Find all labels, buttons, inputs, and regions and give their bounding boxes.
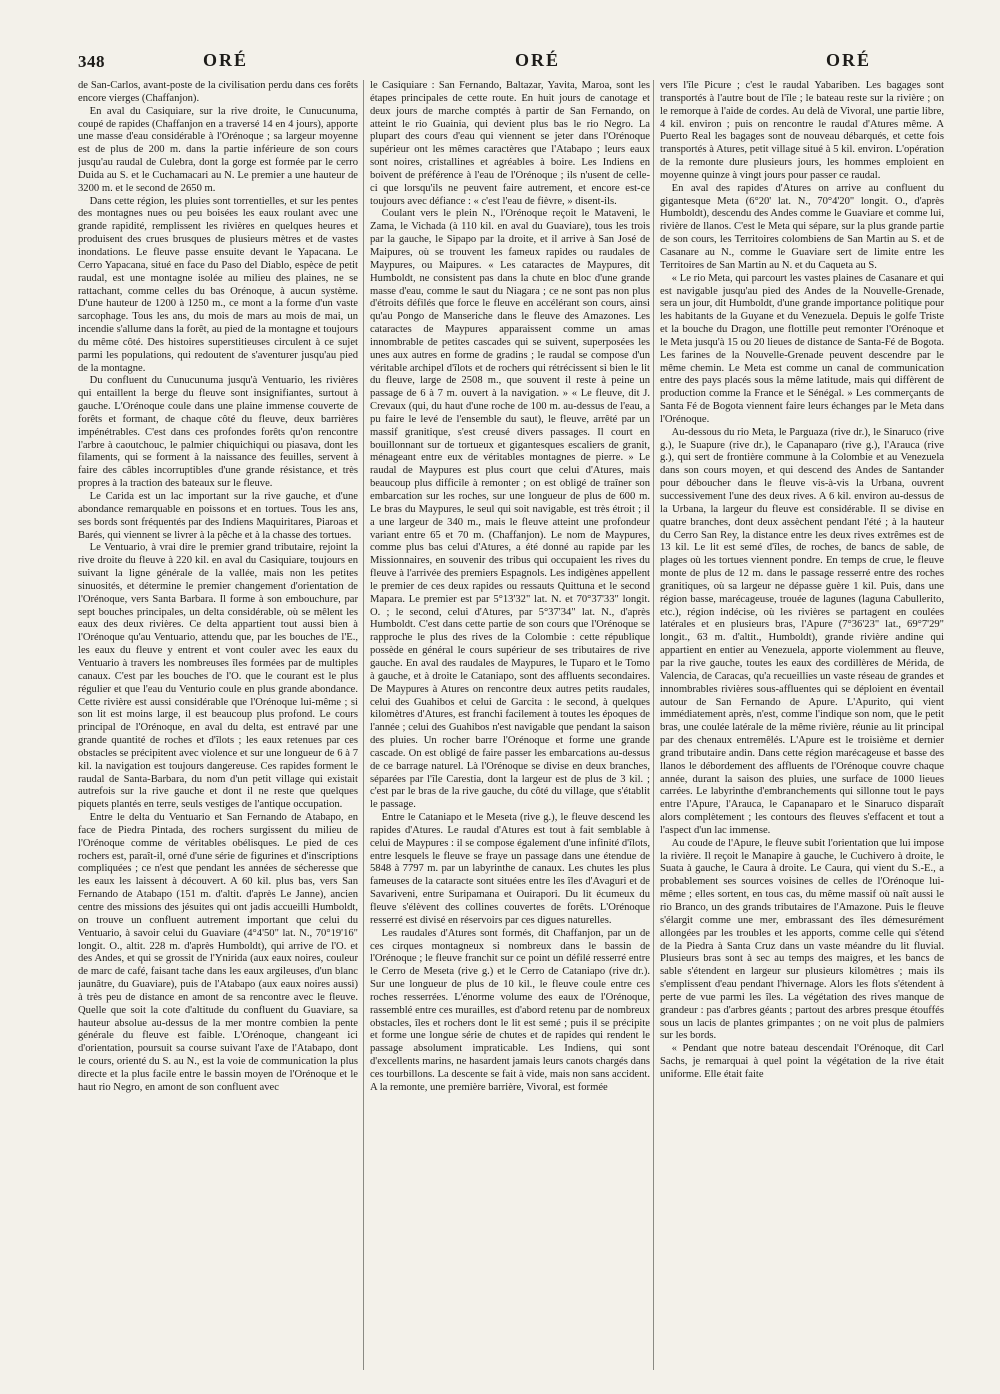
text-column-middle	[370, 80, 650, 1370]
paragraph: Le Ventuario, à vrai dire le premier grand tributaire, rejoint la rive droite du fleuve à 220 kil. en aval du Casiquiare, toujours en suivant la ligne générale de la vallée, mais non les petites sinuosités, et détermine le premier changement d'orientation de l'Orénoque, vers Santa Barbara. Il forme à son embouchure, par sept bouches principales, un delta considérable, où se mêlent les eaux des deux rivières. Ce delta appartient tout aussi bien à l'Orénoque qu'au Ventuario, attendu que, par les bouches de l'E., les eaux du fleuve y entrent et vont couler avec les eaux du Ventuario à travers les nombreuses îles formées par de multiples canaux. C'est par les bouches de l'O. que le courant est le plus régulier et que l'eau du Venturio coule en plus grande abondance. Cette rivière est aussi considérable que l'Orénoque lui-même ; si son lit est moins large, il est beaucoup plus profond. Le cours principal de l'Orénoque, en aval du delta, est entravé par une grande quantité de roches et d'îlots ; les eaux retenues par ces obstacles se précipitent avec violence et sur une longueur de 6 à 7 kil. la navigation est toujours dangereuse. Ces rapides forment le raudal de Santa-Barbara, du nom d'un petit village qui existait autrefois sur la rive gauche et dont il ne reste que quelques piquets plantés en terre, seuls vestiges de l'antique occupation.	[78, 542, 358, 811]
paragraph: Entre le Cataniapo et le Meseta (rive g.), le fleuve descend les rapides d'Atures. Le raudal d'Atures est tout à fait semblable à celui de Maypures : il se compose également d'une infinité d'îlots, entre lesquels le fleuve se fraye un passage dans une étendue de 5848 à 7797 m. par un labyrinthe de canaux. Les chutes les plus fameuses de la cataracte sont situées entre les îles d'Avaguri et de Savariveni, entre Suripamana et Ouirapori. Du lit écumeux du fleuve s'élèvent des collines couvertes de forêts. L'Orénoque resserré est divisé en réservoirs par ces digues naturelles.	[370, 812, 650, 926]
head-word-center: ORÉ	[515, 50, 561, 70]
text-column-right	[660, 80, 944, 1370]
paragraph: « Le rio Meta, qui parcourt les vastes plaines de Casanare et qui est navigable jusqu'au pied des Andes de la Nouvelle-Grenade, sera un jour, dit Humboldt, d'une grande importance politique pour les habitants de la Guyane et du Venezuela. Depuis le golfe Triste et la bouche du Dragon, une flottille peut remonter l'Orénoque et le Meta jusqu'à 15 ou 20 lieues de distance de Santa-Fé de Bogota. Les farines de la Nouvelle-Grenade peuvent descendre par le même chemin. Le Meta est comme un canal de communication entre des pays placés sous la même latitude, mais qui diffèrent de production comme la France et le Sénégal. » Les commerçants de Santa Fé de Bogota viennent faire leurs échanges par le Meta dans l'Orénoque.	[660, 272, 944, 425]
paragraph: Entre le delta du Ventuario et San Fernando de Atabapo, en face de Piedra Pintada, des rochers surgissent du milieu de l'Orénoque comme de véritables obélisques. Le pied de ces rochers est, paraît-il, orné d'une série de figurines et d'inscriptions compliquées ; ce n'est que pendant les années de sécheresse que les eaux les laissent à découvert. A 60 kil. plus bas, vers San Fernando de Atabapo (151 m. d'altit. d'après Le Janne), ancien centre des missions des jésuites qui ont jadis accueilli Humboldt, on trouve un confluent autrement important que celui du Ventuario, à savoir celui du Guaviare (4°4'50" lat. N., 70°19'16" longit. O., altit. 228 m. d'après Humboldt), qui arrive de l'O. et des Andes, et qui se grossit de l'Ynirida (aux eaux noires, couleur de marc de café, faisant tache dans les eaux argileuses, d'un blanc jaunâtre, du Guaviare), puis de l'Atabapo (aux eaux noires aussi) à très peu de distance en amont de sa rencontre avec le fleuve. Quelle que soit la cote d'altitude du confluent du Guaviare, sa hauteur absolue au-dessus de la mer montre combien la pente générale du fleuve est faible. L'Orénoque, changeant ici d'orientation, poursuit sa course suivant l'axe de l'Atabapo, dont le cours, orienté du S. au N., est la voie de communication la plus directe et la plus facile entre le bassin moyen de l'Orénoque et le haut rio Negro, en amont de son confluent avec	[78, 812, 358, 1093]
paragraph: vers l'île Picure ; c'est le raudal Yabariben. Les bagages sont transportés à l'autre bout de l'île ; le bateau reste sur la rivière ; on le remorque à l'aide de cordes. Au delà de Vivoral, une partie libre, 4 kil. environ ; puis on rencontre le raudal d'Atures même. A Puerto Real les bagages sont de nouveau débarqués, et cette fois transportés à Atures, petit village situé à 5 kil. environ. L'opération de la remonte dure plusieurs jours, les hommes emploient en moyenne quinze à vingt jours pour passer ce raudal.	[660, 80, 944, 181]
paragraph: Au-dessous du rio Meta, le Parguaza (rive dr.), le Sinaruco (rive g.), le Suapure (rive dr.), le Capanaparo (rive g.), l'Arauca (rive g.), qui sert de frontière commune à la Colombie et au Venezuela dans son cours moyen, et qui descend des Andes de Santander pour déboucher dans le fleuve vis-à-vis la Urbana, ouvrent successivement l'une des deux rives. A 6 kil. environ au-dessus de la Urbana, la largeur du fleuve est considérable. Il se divise en quatre branches, dont deux assèchent pendant l'été ; à la hauteur du Cerro San Rey, la distance entre les deux rives extrêmes est de 13 kil. Le lit est semé d'îles, de roches, de bancs de sable, de plages où les tortues viennent pondre. En temps de crue, le fleuve monte de plus de 12 m. dans le passage resserré entre des roches granitiques, où sa largeur ne dépasse guère 1 kil. Puis, dans une région basse, marécageuse, trouée de lagunes (laguna Cabullerito, etc.), région indécise, où les rivières se partagent en coulées latérales et en plusieurs bras, l'Apure (7°36'23" lat., 69°7'29" longit., 63 m. d'altit., Humboldt), grande rivière andine qui appartient en entier au Venezuela, apporte violemment au fleuve, par la rive gauche, toutes les eaux des cordillères de Mérida, de Valencia, de Caracas, qu'a recueillies un vaste réseau de grandes et innombrables rivières sous-affluentes qui se déploient en éventail autour de San Fernando de Apure. L'Apurito, qui vient immédiatement après, n'est, comme l'indique son nom, que le petit bras, une coulée latérale de la même rivière, réunie au lit principal par des chenaux entremêlés. L'Apure est le troisième et dernier grand tributaire andin. Dans cette région marécageuse et basse des llanos le débordement des affluents de l'Orénoque couvre chaque année, durant la saison des pluies, une surface de 1000 lieues carrées. Le labyrinthe d'embranchements qui sillonne tout le pays entre l'Apure, l'Arauca, le Capanaparo et le Sinaruco disparaît alors complètement ; les contours des fleuves s'effacent et tout a l'aspect d'un lac immense.	[660, 426, 944, 836]
column-divider	[653, 80, 654, 1370]
paragraph: Dans cette région, les pluies sont torrentielles, et sur les pentes des montagnes nues ou peu boisées les eaux roulant avec une grande rapidité, remplissent les rivières en quelques heures et produisent des crues brusques de plusieurs mètres et de vastes inondations. Le fleuve passe ensuite devant le Yapacana. Le Cerro Yapacana, situé en face du Paso del Diablo, espèce de petit raudal, est une montagne isolée au milieu des plaines, ne se rattachant, comme celles du bas Orénoque, à aucun système. D'une hauteur de 1200 à 1250 m., ce mont a la forme d'un vaste sarcophage. Tous les ans, du mois de mars au mois de mai, un incendie s'allume dans la forêt, au pied de la montagne et toujours du même côté. Des histoires superstitieuses circulent à ce sujet parmi les populations, qui redoutent de s'aventurer jusqu'au pied de la montagne.	[78, 195, 358, 374]
text-column-left	[78, 80, 358, 1370]
paragraph: Du confluent du Cunucunuma jusqu'à Ventuario, les rivières qui entaillent la berge du fleuve sont insignifiantes, surtout à gauche. L'Orénoque coule dans une plaine immense couverte de forêts et formant, de chaque côté du fleuve, deux barrières impénétrables. C'est dans ces profondes forêts qu'on rencontre l'arbre à caoutchouc, le palmier chiquichiqui ou piasava, dont les filaments, qui se forment à la naissance des feuilles, servent à faire des câbles incorruptibles d'une grande résistance, et très propres à la traction des bateaux sur le fleuve.	[78, 375, 358, 490]
running-header	[78, 50, 968, 76]
paragraph: Les raudales d'Atures sont formés, dit Chaffanjon, par un de ces cirques montagneux si nombreux dans le bassin de l'Orénoque ; le fleuve franchit sur ce point un défilé resserré entre le Cerro de Meseta (rive g.) et le Cerro de Cataniapo (rive dr.). Sur une longueur de plus de 10 kil., le fleuve coule entre ces roches resserrées. L'énorme volume des eaux de l'Orénoque, rassemblé entre ces murailles, est d'abord retenu par de nombreux obstacles, îles et rochers dont le lit est semé ; puis il se précipite et forme une longue série de chutes et de rapides qui rendent le passage absolument impraticable. Les Indiens, qui sont d'excellents marins, ne hasardent jamais leurs canots chargés dans ces tourbillons. La descente se fait à vide, mais non sans accident. A la remonte, une première barrière, Vivoral, est formée	[370, 927, 650, 1093]
head-word-right: ORÉ	[826, 50, 872, 70]
column-divider	[363, 80, 364, 1370]
paragraph: Coulant vers le plein N., l'Orénoque reçoit le Mataveni, le Zama, le Vichada (à 110 kil. en aval du Guaviare), tous les trois par la gauche, le Sipapo par la droite, et il arrive à San José de Maipures, où se trouvent les fameux rapides ou raudales de Maypures, ou Maipures. « Les cataractes de Maypures, dit Humboldt, ne consistent pas dans la chute en bloc d'une grande masse d'eau, comme le saut du Niagara ; ce ne sont pas non plus d'étroits défilés que force le fleuve en accélérant son cours, ainsi qu'au Pongo de Manseriche dans le fleuve des Amazones. Les cataractes de Maypures apparaissent comme un amas innombrable de petites cascades qui se suivent, superposées les unes aux autres en forme de gradins ; le raudal se compose d'un véritable archipel d'îlots et de rochers qui rétrécissent si bien le lit du fleuve, large de 2508 m., que souvent il reste à peine un passage de 6 à 7 m. ouvert à la navigation. » « Le fleuve, dit J. Crevaux (qui, du haut d'une roche de 100 m. au-dessus de l'eau, a pu faire le levé de l'ensemble du saut), le fleuve, arrêté par un massif granitique, s'est creusé divers passages. Il court en bouillonnant sur de tortueux et gigantesques escaliers de granit, ménageant entre eux de véritables montagnes de pierre. » Le raudal de Maypures est plus court que celui d'Atures, mais beaucoup plus difficile à remonter ; on est obligé de traîner son embarcation sur les roches, sur une longueur de plus de 600 m. Le bras du Maypures, le seul qui soit navigable, est très étroit ; il a une largeur de 340 m., mais le fleuve atteint une profondeur variant entre 65 et 70 m. (Chaffanjon). Le nom de Maypures, comme plus bas celui d'Atures, a été donné au rapide par les Missionnaires, en souvenir des tribus qui occupaient les rives du fleuve à l'arrivée des premiers Espagnols. Les indigènes appellent le premier de ces deux rapides ou ressauts Quittuna et le second Mapara. Le premier est par 5°13'32" lat. N. et 70°37'33" longit. O. ; le second, celui d'Atures, par 5°37'34" lat. N., d'après Humboldt. C'est dans cette partie de son cours que l'Orénoque se rapproche le plus des rives de la Colombie : cette république possède en général le cours supérieur de ses tributaires de rive gauche. En aval des raudales de Maypures, le Tuparo et le Tomo à gauche, et à droite le Cataniapo, sont des affluents secondaires. De Maypures à Atures on rencontre deux autres petits raudales, celui des Guahibos et celui de Garcita : le second, à quelques kilomètres d'Atures, est franchi facilement à toutes les époques de l'année ; celui des Guahibos n'est navigable que pendant la saison des pluies. Un rocher barre l'Orénoque et forme une grande cascade. On est obligé de faire passer les embarcations au-dessus de ce barrage naturel. Là l'Orénoque se divise en deux branches, séparées par l'île Carestia, dont la largeur est de plus de 3 kil. ; c'est par le bras de la rive gauche, du côté du village, que s'établit le passage.	[370, 208, 650, 811]
page-number: 348	[78, 52, 105, 71]
paragraph: de San-Carlos, avant-poste de la civilisation perdu dans ces forêts encore vierges (Chaffanjon).	[78, 80, 358, 104]
head-word-left: ORÉ	[203, 50, 249, 70]
paragraph: En aval du Casiquiare, sur la rive droite, le Cunucunuma, coupé de rapides (Chaffanjon en a traversé 14 en 4 jours), apporte une masse d'eau considérable à l'Orénoque ; sa largeur moyenne est de plus de 200 m. dans la partie inférieure de son cours jusqu'au raudal de Culebra, dont la gorge est formée par le cerro Duida au S. et le Cuchamacari au N. Le premier a une hauteur de 3200 m. et le second de 2650 m.	[78, 105, 358, 194]
paragraph: Au coude de l'Apure, le fleuve subit l'orientation que lui impose la rivière. Il reçoit le Manapire à gauche, le Cuchivero à droite, le Suata à gauche, le Caura à droite. Le Caura, qui vient du S.-E., a probablement ses sources voisines de celles de l'Orénoque lui-même ; elles sortent, en tous cas, du même massif où naît aussi le rio Branco, un des grands tributaires de l'Amazone. Puis le fleuve s'élargit comme une mer, embrassant des îles démesurément allongées par les troubles et les apports, comme celle qui s'étend de la Piedra à Santa Cruz dans un vaste méandre du lit fluvial. Plusieurs bras sont à sec au temps des maigres, et les bancs de sable s'étendent en largeur sur plusieurs kilomètres ; mais ils s'emplissent d'eau pendant l'hivernage. Alors les flots s'étendent à perte de vue parmi les îles. La végétation des rives manque de grandeur : pas d'arbres géants ; partout des arbres presque étouffés sous un lacis de plantes grimpantes ; on ne voit plus de palmiers sur les bords.	[660, 837, 944, 1042]
paragraph: « Pendant que notre bateau descendait l'Orénoque, dit Carl Sachs, je remarquai à quel point la végétation de la rive était uniforme. Elle était faite	[660, 1043, 944, 1080]
paragraph: En aval des rapides d'Atures on arrive au confluent du gigantesque Meta (6°20' lat. N., 70°4'20" longit. O., d'après Humboldt), descendu des Andes comme le Guaviare et comme lui, rivière de llanos. C'est le Meta qui sépare, sur la plus grande partie de son cours, les Territoires colombiens de San Martin au S. et de Casanare au N., comme le Guaviare sert de limite entre les Territoires de San Martin au N. et du Caqueta au S.	[660, 182, 944, 271]
paragraph: le Casiquiare : San Fernando, Baltazar, Yavita, Maroa, sont les étapes principales de cette route. En huit jours de canotage et deux jours de marche comptés à partir de San Fernando, on atteint le rio Guainia, qui devient plus bas le rio Negro. La plupart des cours d'eau qui viennent se jeter dans l'Orénoque supérieur ont les mêmes caractères que l'Atabapo ; leurs eaux sont noires, cristallines et agréables à boire. Les Indiens en boivent de préférence à l'eau de l'Orénoque ; ils n'usent de celle-ci que lorsqu'ils ne peuvent faire autrement, et encore est-ce toujours avec défiance : « c'est l'eau de fièvre, » disent-ils.	[370, 80, 650, 207]
paragraph: Le Carida est un lac important sur la rive gauche, et d'une abondance remarquable en poissons et en tortues. Tous les ans, ses bords sont fréquentés par des Indiens Maquiritares, Piaroas et Barés, qui viennent se livrer à la pêche et à la chasse des tortues.	[78, 491, 358, 541]
